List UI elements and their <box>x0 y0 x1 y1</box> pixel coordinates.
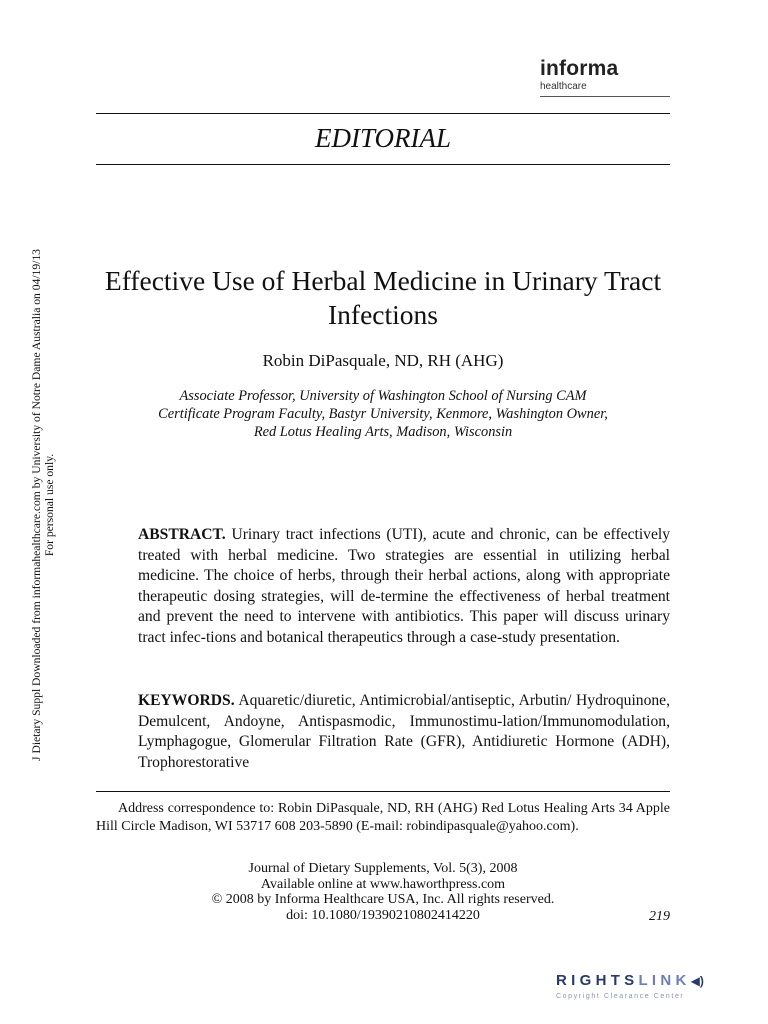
rightslink-logo <box>556 972 756 1001</box>
affiliation-line: Associate Professor, University of Washington School of Nursing CAM <box>179 388 587 404</box>
abstract <box>138 525 670 649</box>
affiliation-line: Red Lotus Healing Arts, Madison, Wisconsin <box>253 424 513 440</box>
download-watermark-line1: J Dietary Suppl Downloaded from informahealthcare.com by University of Notre Dame Australia on 04/19/13 <box>30 249 43 761</box>
journal-doi: doi: 10.1080/19390210802414220 <box>286 907 480 923</box>
rightslink-logo-part1: RIGHTS <box>556 972 639 989</box>
rightslink-logo-part2: LINK <box>638 972 691 989</box>
page-number: 219 <box>649 909 670 924</box>
affiliation-line: Certificate Program Faculty, Bastyr University, Kenmore, Washington Owner, <box>158 406 608 422</box>
correspondence-footnote: Address correspondence to: Robin DiPasquale, ND, RH (AHG) Red Lotus Healing Arts 34 Apple Hill Circle Madison, WI 53717 608 203-5890 (E-mail: robindipasquale@yahoo.com). <box>96 801 670 834</box>
article-author: Robin DiPasquale, ND, RH (AHG) <box>262 351 504 370</box>
journal-citation: Journal of Dietary Supplements, Vol. 5(3), 2008 <box>248 861 518 876</box>
download-watermark-line2: For personal use only. <box>43 453 56 557</box>
footnote-rule <box>96 791 670 792</box>
section-title: EDITORIAL <box>314 123 451 153</box>
publisher-logo-name: informa <box>540 57 619 80</box>
journal-availability: Available online at www.haworthpress.com <box>260 876 506 892</box>
journal-copyright: © 2008 by Informa Healthcare USA, Inc. All rights reserved. <box>211 892 555 908</box>
author-affiliation <box>100 387 666 441</box>
publisher-logo <box>540 58 670 93</box>
rightslink-mark-icon: ◀) <box>690 974 704 988</box>
abstract-label: ABSTRACT. <box>138 526 226 543</box>
keywords <box>138 691 670 773</box>
journal-info <box>96 861 670 923</box>
header-bottom-rule <box>96 164 670 165</box>
keywords-text: Aquaretic/diuretic, Antimicrobial/antiseptic, Arbutin/ Hydroquinone, Demulcent, Andoyne, Antispasmodic, Immunostimu-lation/Immunomodulation, Lymphagogue, Glomerular Filtration Rate (GFR), Antidiuretic Hormone (ADH), Trophorestorative <box>138 692 670 771</box>
header-top-rule <box>96 113 670 114</box>
keywords-label: KEYWORDS. <box>138 692 235 709</box>
download-watermark <box>0 200 60 820</box>
publisher-logo-tagline: healthcare <box>540 81 587 92</box>
article-title: Effective Use of Herbal Medicine in Urinary Tract Infections <box>104 265 662 330</box>
logo-underline <box>540 96 670 97</box>
rightslink-tagline: Copyright Clearance Center <box>556 993 685 1000</box>
download-watermark-text <box>30 200 56 810</box>
abstract-text: Urinary tract infections (UTI), acute and chronic, can be effectively treated with herbal medicine. Two strategies are essential in utilizing herbal medicine. The choice of herbs, through their herbal actions, along with appropriate therapeutic dosing strategies, will de-termine the effectiveness of herbal treatment and prevent the need to intervene with antibiotics. This paper will discuss urinary tract infec-tions and botanical therapeutics through a case-study presentation. <box>138 526 670 646</box>
